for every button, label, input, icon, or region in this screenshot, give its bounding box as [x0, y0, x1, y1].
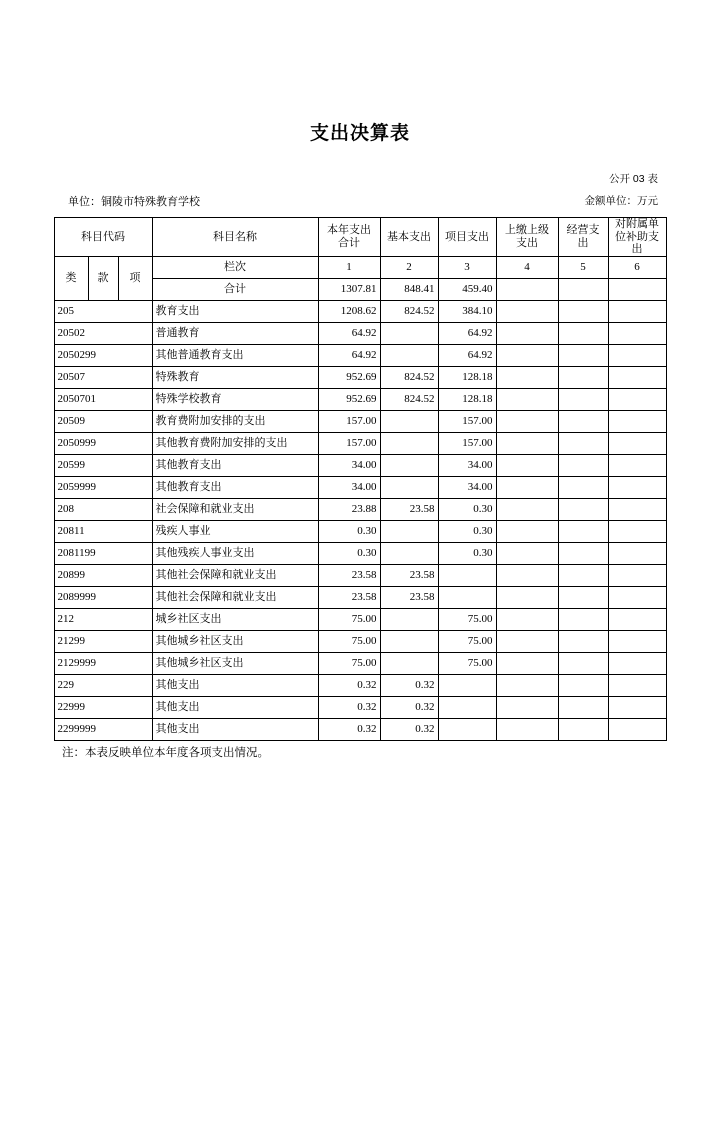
row-value-2: 23.58	[380, 564, 438, 586]
row-value-6	[608, 476, 666, 498]
row-subject-name: 其他教育费附加安排的支出	[152, 432, 318, 454]
form-number-row	[0, 171, 720, 187]
row-value-4	[496, 498, 558, 520]
row-value-5	[558, 344, 608, 366]
row-value-2: 824.52	[380, 388, 438, 410]
header-sub-xiang: 项	[118, 256, 152, 300]
row-code: 21299	[54, 630, 152, 652]
total-value-2: 848.41	[380, 278, 438, 300]
row-value-3	[438, 674, 496, 696]
row-value-4	[496, 322, 558, 344]
row-value-2: 0.32	[380, 674, 438, 696]
row-value-3: 34.00	[438, 454, 496, 476]
header-col-6	[608, 218, 666, 257]
row-value-4	[496, 432, 558, 454]
table-row	[54, 410, 666, 432]
row-code: 20502	[54, 322, 152, 344]
row-value-1: 157.00	[318, 410, 380, 432]
table-row	[54, 300, 666, 322]
row-value-1: 157.00	[318, 432, 380, 454]
table-row	[54, 542, 666, 564]
row-code: 2059999	[54, 476, 152, 498]
header-col-3: 项目支出	[438, 218, 496, 257]
row-value-6	[608, 410, 666, 432]
row-code: 2089999	[54, 586, 152, 608]
row-value-1: 23.88	[318, 498, 380, 520]
row-code: 2129999	[54, 652, 152, 674]
row-code: 20811	[54, 520, 152, 542]
row-value-3: 384.10	[438, 300, 496, 322]
row-value-5	[558, 718, 608, 740]
row-value-5	[558, 586, 608, 608]
row-value-2: 824.52	[380, 366, 438, 388]
row-value-1: 23.58	[318, 564, 380, 586]
row-value-5	[558, 696, 608, 718]
row-value-1: 0.32	[318, 718, 380, 740]
row-value-1: 0.30	[318, 542, 380, 564]
row-value-6	[608, 542, 666, 564]
row-subject-name: 残疾人事业	[152, 520, 318, 542]
row-value-3: 128.18	[438, 388, 496, 410]
table-row	[54, 388, 666, 410]
row-subject-name: 其他教育支出	[152, 476, 318, 498]
row-value-4	[496, 366, 558, 388]
row-value-3: 0.30	[438, 520, 496, 542]
table-row	[54, 696, 666, 718]
row-value-2: 23.58	[380, 498, 438, 520]
row-value-4	[496, 564, 558, 586]
row-value-4	[496, 476, 558, 498]
row-subject-name: 其他社会保障和就业支出	[152, 586, 318, 608]
row-value-5	[558, 322, 608, 344]
row-value-6	[608, 564, 666, 586]
row-value-5	[558, 300, 608, 322]
row-value-3	[438, 564, 496, 586]
row-value-4	[496, 696, 558, 718]
row-value-5	[558, 366, 608, 388]
row-value-1: 1208.62	[318, 300, 380, 322]
row-value-2	[380, 630, 438, 652]
table-row	[54, 366, 666, 388]
row-value-2	[380, 476, 438, 498]
table-row	[54, 322, 666, 344]
row-value-6	[608, 432, 666, 454]
row-value-4	[496, 630, 558, 652]
row-value-1: 0.32	[318, 674, 380, 696]
row-code: 20507	[54, 366, 152, 388]
row-subject-name: 其他支出	[152, 696, 318, 718]
row-value-1: 75.00	[318, 608, 380, 630]
row-code: 20899	[54, 564, 152, 586]
row-value-3: 64.92	[438, 344, 496, 366]
row-subject-name: 其他城乡社区支出	[152, 652, 318, 674]
row-value-6	[608, 718, 666, 740]
total-value-5	[558, 278, 608, 300]
form-number: 公开 03 表	[608, 173, 658, 185]
row-code: 205	[54, 300, 152, 322]
row-value-4	[496, 586, 558, 608]
row-subject-name: 普通教育	[152, 322, 318, 344]
row-value-2	[380, 608, 438, 630]
row-value-1: 64.92	[318, 344, 380, 366]
col-index-2: 2	[380, 256, 438, 278]
row-value-1: 64.92	[318, 322, 380, 344]
row-value-5	[558, 410, 608, 432]
row-value-6	[608, 608, 666, 630]
row-value-4	[496, 608, 558, 630]
row-value-5	[558, 476, 608, 498]
row-code: 208	[54, 498, 152, 520]
row-value-3: 0.30	[438, 498, 496, 520]
row-value-3: 34.00	[438, 476, 496, 498]
header-subject-name: 科目名称	[152, 218, 318, 257]
header-col-4	[496, 218, 558, 257]
total-value-3: 459.40	[438, 278, 496, 300]
row-value-3: 75.00	[438, 652, 496, 674]
header-code-group: 科目代码	[54, 218, 152, 257]
page-title: 支出决算表	[309, 123, 410, 144]
table-row	[54, 718, 666, 740]
row-subject-name: 教育费附加安排的支出	[152, 410, 318, 432]
row-value-1: 34.00	[318, 454, 380, 476]
row-value-4	[496, 718, 558, 740]
unit-label: 单位：铜陵市特殊教育学校	[68, 196, 200, 208]
row-value-6	[608, 586, 666, 608]
row-code: 2081199	[54, 542, 152, 564]
header-col-4-line1: 上缴上级	[505, 224, 549, 237]
row-value-5	[558, 542, 608, 564]
row-value-5	[558, 432, 608, 454]
header-col-index-label: 栏次	[152, 256, 318, 278]
row-value-2	[380, 432, 438, 454]
row-value-1: 952.69	[318, 388, 380, 410]
row-value-1: 75.00	[318, 630, 380, 652]
row-value-5	[558, 652, 608, 674]
row-value-4	[496, 410, 558, 432]
row-subject-name: 其他教育支出	[152, 454, 318, 476]
table-header-row-index	[54, 256, 666, 278]
row-value-6	[608, 498, 666, 520]
col-index-5: 5	[558, 256, 608, 278]
row-value-3	[438, 586, 496, 608]
table-row	[54, 498, 666, 520]
row-value-2: 0.32	[380, 696, 438, 718]
row-value-1: 34.00	[318, 476, 380, 498]
row-subject-name: 其他城乡社区支出	[152, 630, 318, 652]
table-row	[54, 674, 666, 696]
row-value-4	[496, 300, 558, 322]
header-col-6-line3: 出	[631, 243, 643, 256]
row-value-2: 23.58	[380, 586, 438, 608]
expenditure-table	[54, 217, 667, 741]
row-value-4	[496, 542, 558, 564]
col-index-6: 6	[608, 256, 666, 278]
header-col-1-line2: 合计	[338, 236, 360, 249]
row-code: 229	[54, 674, 152, 696]
row-value-2	[380, 410, 438, 432]
row-value-5	[558, 454, 608, 476]
row-value-3	[438, 696, 496, 718]
total-value-1: 1307.81	[318, 278, 380, 300]
header-sub-kuan: 款	[88, 256, 118, 300]
row-value-5	[558, 674, 608, 696]
row-value-4	[496, 344, 558, 366]
row-subject-name: 其他社会保障和就业支出	[152, 564, 318, 586]
table-row	[54, 564, 666, 586]
row-code: 2299999	[54, 718, 152, 740]
row-value-3: 75.00	[438, 608, 496, 630]
row-value-2	[380, 652, 438, 674]
row-subject-name: 城乡社区支出	[152, 608, 318, 630]
header-col-1-line1: 本年支出	[327, 224, 371, 237]
row-value-5	[558, 564, 608, 586]
table-footnote: 注：本表反映单位本年度各项支出情况。	[62, 746, 269, 759]
row-value-6	[608, 454, 666, 476]
row-value-4	[496, 652, 558, 674]
col-index-1: 1	[318, 256, 380, 278]
row-code: 20509	[54, 410, 152, 432]
row-value-6	[608, 674, 666, 696]
row-value-4	[496, 674, 558, 696]
row-value-3: 128.18	[438, 366, 496, 388]
row-value-1: 952.69	[318, 366, 380, 388]
row-value-2	[380, 520, 438, 542]
row-value-3: 157.00	[438, 432, 496, 454]
row-value-2	[380, 344, 438, 366]
header-col-2: 基本支出	[380, 218, 438, 257]
row-value-6	[608, 300, 666, 322]
row-value-6	[608, 344, 666, 366]
document-page	[0, 118, 720, 1136]
total-value-6	[608, 278, 666, 300]
row-value-5	[558, 498, 608, 520]
table-row	[54, 344, 666, 366]
row-code: 20599	[54, 454, 152, 476]
row-value-3: 75.00	[438, 630, 496, 652]
table-row	[54, 476, 666, 498]
row-value-6	[608, 520, 666, 542]
row-subject-name: 社会保障和就业支出	[152, 498, 318, 520]
row-value-2	[380, 542, 438, 564]
amount-unit-label: 金额单位：万元	[584, 195, 658, 207]
row-subject-name: 其他支出	[152, 674, 318, 696]
table-row	[54, 520, 666, 542]
table-body	[54, 300, 666, 740]
header-col-6-line2: 位补助支	[615, 230, 659, 243]
row-value-3	[438, 718, 496, 740]
row-value-2: 0.32	[380, 718, 438, 740]
table-row	[54, 652, 666, 674]
row-value-4	[496, 454, 558, 476]
table-row	[54, 630, 666, 652]
row-code: 2050299	[54, 344, 152, 366]
header-col-4-line2: 支出	[516, 236, 538, 249]
row-subject-name: 特殊教育	[152, 366, 318, 388]
total-row-label: 合计	[152, 278, 318, 300]
row-value-4	[496, 520, 558, 542]
row-value-3: 157.00	[438, 410, 496, 432]
row-value-1: 23.58	[318, 586, 380, 608]
row-value-6	[608, 696, 666, 718]
row-subject-name: 其他支出	[152, 718, 318, 740]
unit-row	[0, 193, 720, 211]
row-value-1: 0.30	[318, 520, 380, 542]
row-code: 2050701	[54, 388, 152, 410]
header-col-5: 经营支出	[558, 218, 608, 257]
total-value-4	[496, 278, 558, 300]
header-sub-lei: 类	[54, 256, 88, 300]
row-subject-name: 教育支出	[152, 300, 318, 322]
row-code: 2050999	[54, 432, 152, 454]
row-value-2	[380, 322, 438, 344]
row-value-3: 0.30	[438, 542, 496, 564]
row-code: 22999	[54, 696, 152, 718]
row-value-5	[558, 630, 608, 652]
col-index-3: 3	[438, 256, 496, 278]
row-code: 212	[54, 608, 152, 630]
row-value-5	[558, 608, 608, 630]
header-col-6-line1: 对附属单	[615, 218, 659, 230]
row-value-5	[558, 520, 608, 542]
table-row	[54, 454, 666, 476]
row-value-4	[496, 388, 558, 410]
col-index-4: 4	[496, 256, 558, 278]
row-value-6	[608, 630, 666, 652]
row-subject-name: 其他残疾人事业支出	[152, 542, 318, 564]
row-value-1: 0.32	[318, 696, 380, 718]
row-value-6	[608, 388, 666, 410]
row-value-3: 64.92	[438, 322, 496, 344]
table-row	[54, 432, 666, 454]
row-value-5	[558, 388, 608, 410]
row-value-2: 824.52	[380, 300, 438, 322]
row-subject-name: 其他普通教育支出	[152, 344, 318, 366]
row-subject-name: 特殊学校教育	[152, 388, 318, 410]
row-value-6	[608, 322, 666, 344]
row-value-2	[380, 454, 438, 476]
row-value-6	[608, 652, 666, 674]
header-col-1	[318, 218, 380, 257]
table-row	[54, 608, 666, 630]
table-row	[54, 586, 666, 608]
row-value-1: 75.00	[318, 652, 380, 674]
row-value-6	[608, 366, 666, 388]
